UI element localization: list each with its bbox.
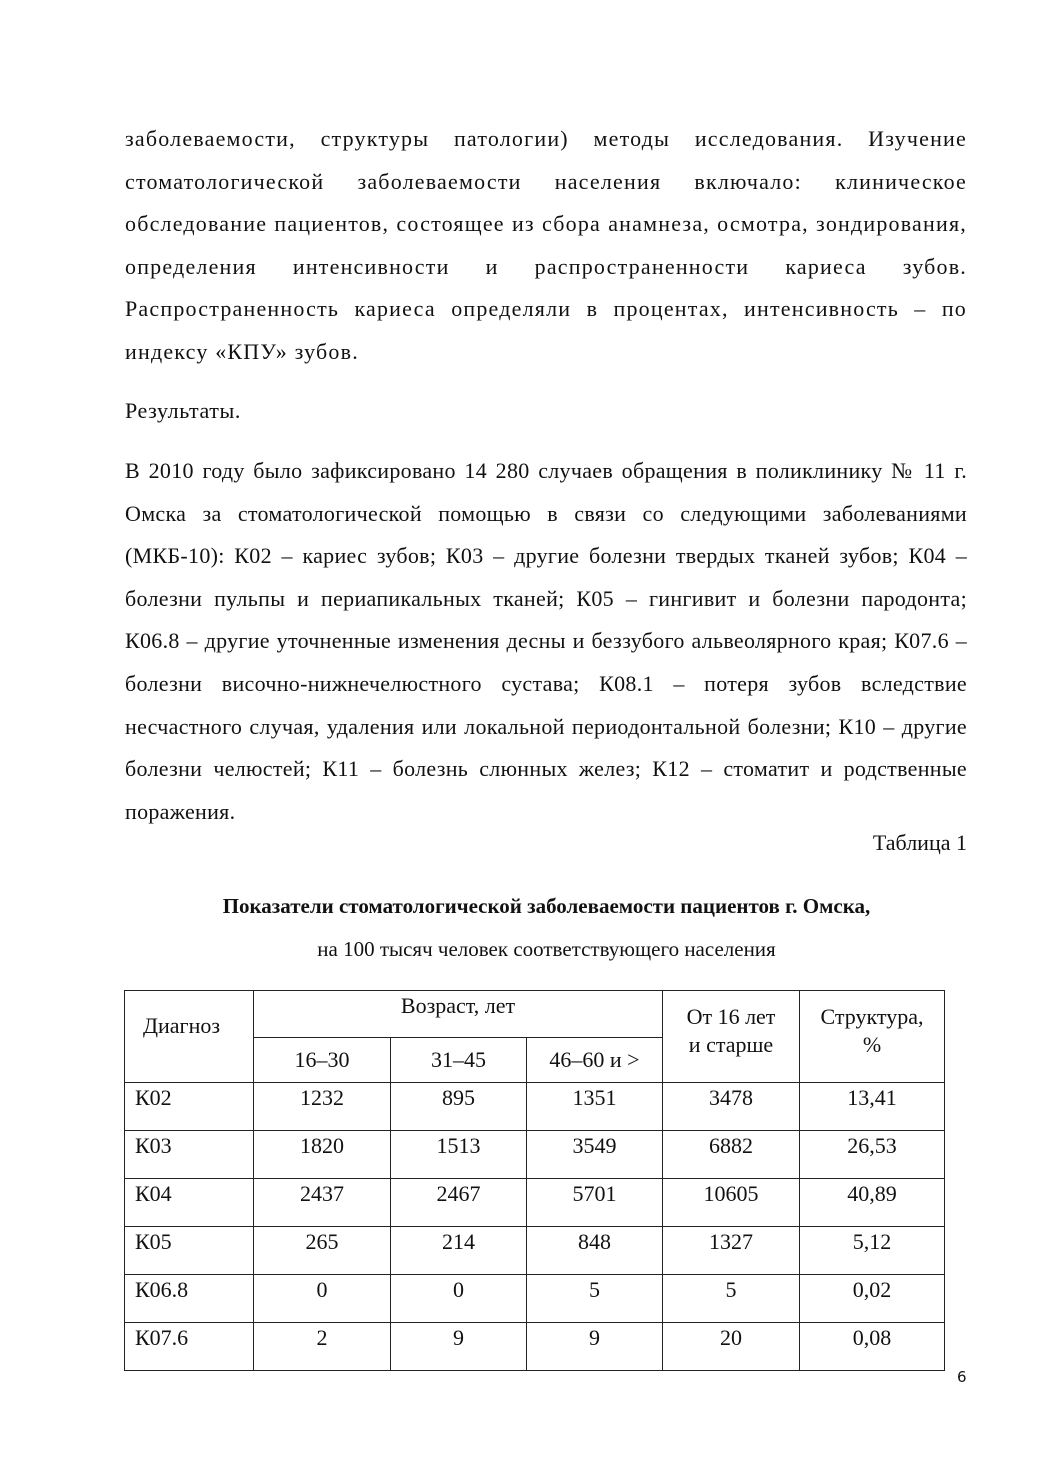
results-heading: Результаты. bbox=[125, 398, 241, 423]
cell-structure: 0,02 bbox=[800, 1275, 945, 1323]
cell-age-46-60: 5701 bbox=[527, 1179, 663, 1227]
cell-from-16: 6882 bbox=[663, 1131, 800, 1179]
cell-structure: 26,53 bbox=[800, 1131, 945, 1179]
cell-diagnosis: К05 bbox=[125, 1227, 254, 1275]
cell-age-16-30: 0 bbox=[254, 1275, 391, 1323]
cell-diagnosis: К06.8 bbox=[125, 1275, 254, 1323]
header-age-46-60: 46–60 и > bbox=[527, 1038, 663, 1083]
cell-structure: 40,89 bbox=[800, 1179, 945, 1227]
header-age-31-45: 31–45 bbox=[391, 1038, 527, 1083]
cell-diagnosis: К02 bbox=[125, 1083, 254, 1131]
header-from-16-line1: От 16 лет bbox=[686, 1004, 776, 1029]
cell-from-16: 1327 bbox=[663, 1227, 800, 1275]
table-title: Показатели стоматологической заболеваемости пациентов г. Омска, bbox=[222, 894, 871, 918]
cell-from-16: 20 bbox=[663, 1323, 800, 1371]
cell-age-16-30: 1820 bbox=[254, 1131, 391, 1179]
cell-age-46-60: 3549 bbox=[527, 1131, 663, 1179]
cell-age-16-30: 2 bbox=[254, 1323, 391, 1371]
table-row bbox=[125, 1323, 945, 1371]
cell-age-31-45: 2467 bbox=[391, 1179, 527, 1227]
cell-age-46-60: 1351 bbox=[527, 1083, 663, 1131]
cell-age-16-30: 2437 bbox=[254, 1179, 391, 1227]
cell-from-16: 5 bbox=[663, 1275, 800, 1323]
table-row bbox=[125, 1275, 945, 1323]
cell-age-31-45: 0 bbox=[391, 1275, 527, 1323]
table-row bbox=[125, 1131, 945, 1179]
table-row bbox=[125, 1227, 945, 1275]
cell-age-46-60: 848 bbox=[527, 1227, 663, 1275]
cell-diagnosis: К04 bbox=[125, 1179, 254, 1227]
table-row bbox=[125, 1179, 945, 1227]
header-structure bbox=[800, 991, 945, 1083]
cell-age-31-45: 1513 bbox=[391, 1131, 527, 1179]
cell-age-31-45: 214 bbox=[391, 1227, 527, 1275]
cell-from-16: 3478 bbox=[663, 1083, 800, 1131]
paragraph-methods: заболеваемости, структуры патологии) методы исследования. Изучение стоматологической заболеваемости населения включало: клиническое обследование пациентов, состоящее из сбора анамнеза, осмотра, зондирования, определения интенсивности и распространенности кариеса зубов. Распространенность кариеса определяли в процентах, интенсивность – по индексу «КПУ» зубов. bbox=[125, 126, 967, 364]
header-age-group: Возраст, лет bbox=[254, 991, 663, 1038]
cell-age-31-45: 9 bbox=[391, 1323, 527, 1371]
morbidity-table bbox=[124, 990, 945, 1371]
header-structure-line1: Структура, bbox=[820, 1004, 924, 1029]
cell-age-31-45: 895 bbox=[391, 1083, 527, 1131]
header-from-16-line2: и старше bbox=[688, 1032, 774, 1057]
header-age-16-30: 16–30 bbox=[254, 1038, 391, 1083]
cell-age-46-60: 9 bbox=[527, 1323, 663, 1371]
table-label: Таблица 1 bbox=[872, 830, 967, 855]
cell-structure: 13,41 bbox=[800, 1083, 945, 1131]
header-diagnosis: Диагноз bbox=[125, 991, 254, 1083]
header-structure-line2: % bbox=[862, 1032, 882, 1057]
paragraph-cases: В 2010 году было зафиксировано 14 280 случаев обращения в поликлинику № 11 г. Омска за стоматологической помощью в связи со следующими заболеваниями (МКБ-10): К02 – кариес зубов; К03 – другие болезни твердых тканей зубов; К04 – болезни пульпы и периапикальных тканей; К05 – гингивит и болезни пародонта; К06.8 – другие уточненные изменения десны и беззубого альвеолярного края; К07.6 – болезни височно-нижнечелюстного сустава; К08.1 – потеря зубов вследствие несчастного случая, удаления или локальной периодонтальной болезни; К10 – другие болезни челюстей; К11 – болезнь слюнных желез; К12 – стоматит и родственные поражения. bbox=[125, 458, 967, 824]
table-row bbox=[125, 1083, 945, 1131]
cell-age-16-30: 265 bbox=[254, 1227, 391, 1275]
cell-age-16-30: 1232 bbox=[254, 1083, 391, 1131]
cell-age-46-60: 5 bbox=[527, 1275, 663, 1323]
page-number: 6 bbox=[957, 1368, 967, 1386]
table-subtitle: на 100 тысяч человек соответствующего населения bbox=[317, 937, 776, 961]
cell-diagnosis: К07.6 bbox=[125, 1323, 254, 1371]
cell-from-16: 10605 bbox=[663, 1179, 800, 1227]
header-from-16 bbox=[663, 991, 800, 1083]
cell-diagnosis: К03 bbox=[125, 1131, 254, 1179]
cell-structure: 5,12 bbox=[800, 1227, 945, 1275]
table-header-row bbox=[125, 991, 945, 1038]
cell-structure: 0,08 bbox=[800, 1323, 945, 1371]
